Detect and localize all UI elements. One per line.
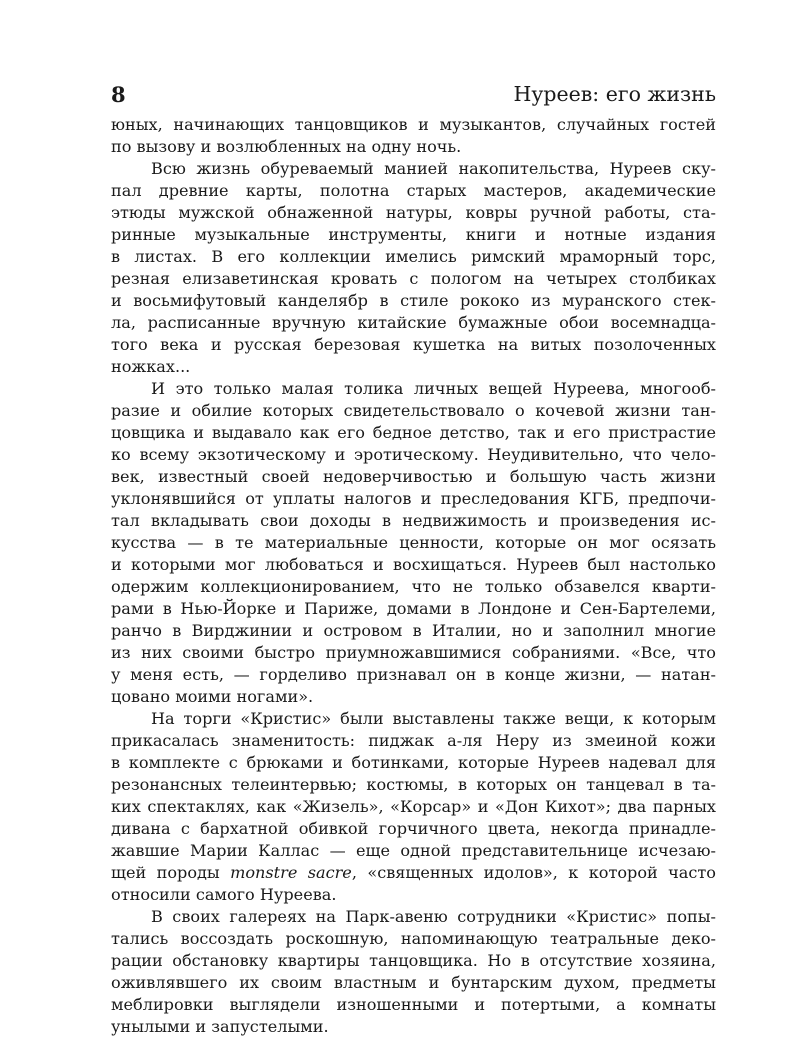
text-segment: рами в Нью-Йорке и Париже, домами в Лондоне и Сен-Бартелеми, [111,599,716,618]
text-segment: в листах. В его коллекции имелись римский мраморный торс, [111,247,716,266]
text-line [111,554,716,576]
text-segment: разие и обилие которых свидетельствовало о кочевой жизни тан- [111,401,716,420]
text-segment: цовщика и выдавало как его бедное детство, так и его пристрастие [111,423,716,442]
text-line [111,180,716,202]
text-segment: ножках... [111,357,191,376]
text-line [111,774,716,796]
text-line [111,884,716,906]
text-line [111,576,716,598]
text-line [111,708,716,730]
text-segment: тались воссоздать роскошную, напоминающую театральные деко- [111,929,716,948]
text-segment: унылыми и запустелыми. [111,1017,329,1036]
page-header [111,82,716,112]
text-line [111,444,716,466]
text-line [111,510,716,532]
text-segment: того века и русская березовая кушетка на витых позолоченных [111,335,716,354]
text-segment: резная елизаветинская кровать с пологом на четырех столбиках [111,269,716,288]
text-segment: ко всему экзотическому и эротическому. Неудивительно, что чело- [111,445,716,464]
text-line [111,840,716,862]
text-line [111,1016,716,1038]
text-line [111,466,716,488]
text-line [111,312,716,334]
text-segment: оживлявшего их своим властным и бунтарским духом, предметы [111,973,716,992]
text-segment: ринные музыкальные инструменты, книги и нотные издания [111,225,716,244]
text-segment: тал вкладывать свои доходы в недвижимость и произведения ис- [111,511,716,530]
text-segment: этюды мужской обнаженной натуры, ковры ручной работы, ста- [111,203,716,222]
text-segment: жавшие Марии Каллас — еще одной представительнице исчезаю- [111,841,716,860]
text-segment: ла, расписанные вручную китайские бумажные обои восемнадца- [111,313,716,332]
text-line [111,862,716,884]
text-segment: прикасалась знаменитость: пиджак а-ля Неру из змеиной кожи [111,731,716,750]
text-segment: ранчо в Вирджинии и островом в Италии, но и заполнил многие [111,621,716,640]
text-segment: относили самого Нуреева. [111,885,337,904]
text-line [111,488,716,510]
text-line [111,928,716,950]
text-segment: одержим коллекционированием, что не только обзавелся кварти- [111,577,716,596]
text-line [111,818,716,840]
text-line [111,136,716,158]
text-line [111,752,716,774]
text-segment: юных, начинающих танцовщиков и музыкантов, случайных гостей [111,115,716,134]
text-line [111,972,716,994]
text-segment: и которыми мог любоваться и восхищаться. Нуреев был настолько [111,555,716,574]
text-line [111,422,716,444]
running-title: Нуреев: его жизнь [513,82,716,106]
text-line [111,334,716,356]
italic-text: monstre sacre [230,863,352,882]
text-segment: ких спектаклях, как «Жизель», «Корсар» и «Дон Кихот»; два парных [111,797,716,816]
text-line [111,290,716,312]
text-segment: по вызову и возлюбленных на одну ночь. [111,137,462,156]
text-segment: цовано моими ногами». [111,687,314,706]
text-line [111,642,716,664]
text-segment: дивана с бархатной обивкой горчичного цвета, некогда принадле- [111,819,716,838]
text-line [111,950,716,972]
text-segment: и восьмифутовый канделябр в стиле рококо из муранского стек- [111,291,716,310]
text-line [111,994,716,1016]
text-line [111,686,716,708]
text-line [111,400,716,422]
text-segment: И это только малая толика личных вещей Нуреева, многооб- [151,379,716,398]
text-segment: уклонявшийся от уплаты налогов и преследования КГБ, предпочи- [111,489,716,508]
text-segment: резонансных телеинтервью; костюмы, в которых он танцевал в та- [111,775,716,794]
text-segment: у меня есть, — горделиво признавал он в конце жизни, — натан- [111,665,716,684]
text-line [111,796,716,818]
text-segment: Всю жизнь обуреваемый манией накопительства, Нуреев ску- [151,159,716,178]
text-segment: кусства — в те материальные ценности, которые он мог осязать [111,533,716,552]
page-number: 8 [111,82,126,107]
text-segment: В своих галереях на Парк-авеню сотрудники «Кристис» попы- [151,907,716,926]
text-line [111,356,716,378]
text-line [111,246,716,268]
text-line [111,664,716,686]
text-segment: пал древние карты, полотна старых мастеров, академические [111,181,716,200]
text-segment: рации обстановку квартиры танцовщика. Но в отсутствие хозяина, [111,951,716,970]
text-segment: меблировки выглядели изношенными и потертыми, а комнаты [111,995,716,1014]
text-line [111,158,716,180]
text-line [111,378,716,400]
text-line [111,268,716,290]
text-segment: в комплекте с брюками и ботинками, которые Нуреев надевал для [111,753,716,772]
text-line [111,620,716,642]
text-line [111,730,716,752]
text-segment: щей породы [111,863,231,882]
text-line [111,114,716,136]
text-segment: век, известный своей недоверчивостью и большую часть жизни [111,467,716,486]
text-segment: из них своими быстро приумножавшимися собраниями. «Все, что [111,643,716,662]
text-line [111,598,716,620]
text-segment: , «священных идолов», к которой часто [351,863,716,882]
body-text [111,114,716,1038]
text-line [111,906,716,928]
text-segment: На торги «Кристис» были выставлены также вещи, к которым [151,709,716,728]
text-line [111,532,716,554]
text-line [111,224,716,246]
text-line [111,202,716,224]
